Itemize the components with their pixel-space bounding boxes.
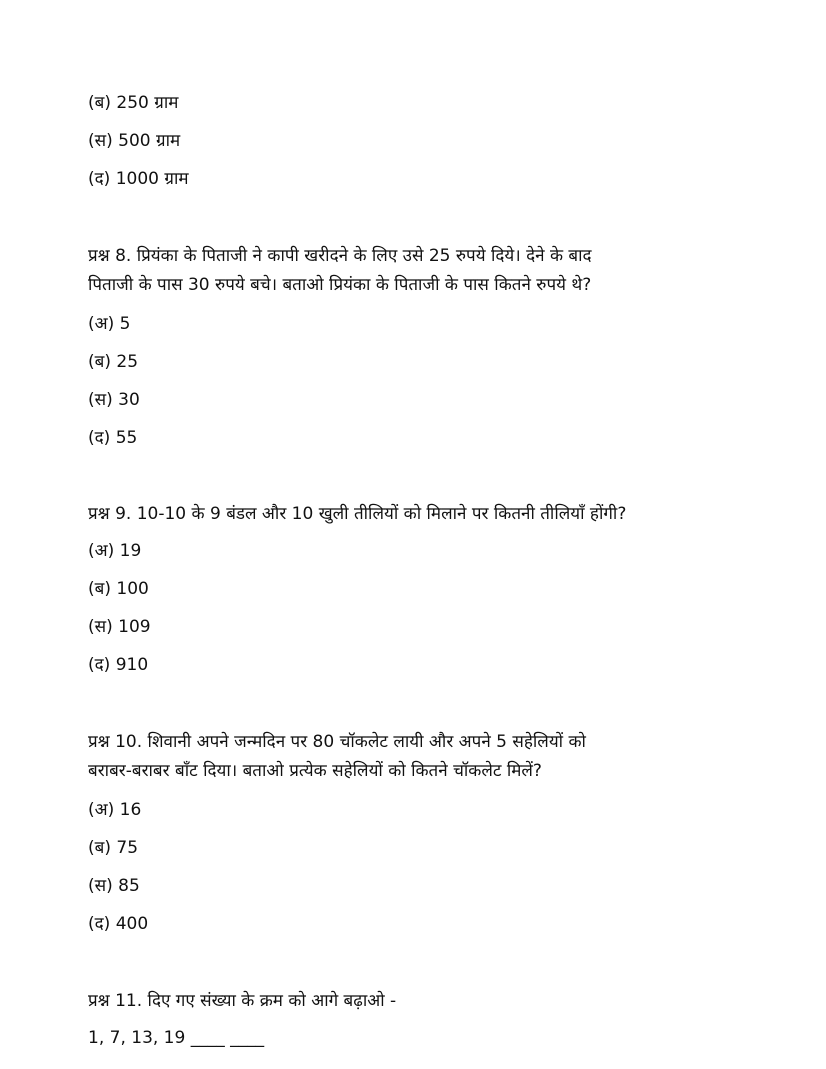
option-line (88, 799, 141, 821)
option-label: (अ) (88, 314, 115, 334)
option-label: (द) (88, 914, 111, 934)
option-line (88, 389, 140, 411)
option-label: (स) (88, 131, 113, 151)
option-text: 500 ग्राम (118, 131, 181, 151)
option-text: 250 ग्राम (116, 93, 179, 113)
question-10-line-2: बराबर-बराबर बाँट दिया। बताओ प्रत्येक सहेलियों को कितने चॉकलेट मिलें? (88, 761, 542, 781)
option-label: (द) (88, 655, 111, 675)
option-line (88, 313, 131, 335)
option-text: 75 (116, 838, 139, 858)
option-line (88, 875, 140, 897)
question-8-line-1: प्रश्न 8. प्रियंका के पिताजी ने कापी खरीदने के लिए उसे 25 रुपये दिये। देने के बाद (88, 246, 592, 266)
option-label: (ब) (88, 838, 111, 858)
option-label: (द) (88, 428, 111, 448)
option-label: (ब) (88, 579, 111, 599)
question-8-line-2: पिताजी के पास 30 रुपये बचे। बताओ प्रियंका के पिताजी के पास कितने रुपये थे? (88, 275, 592, 295)
option-label: (अ) (88, 541, 115, 561)
option-text: 109 (118, 617, 151, 637)
option-text: 55 (115, 428, 138, 448)
question-11-sequence: 1, 7, 13, 19 ____ ____ (88, 1028, 265, 1048)
option-line (88, 92, 178, 114)
question-10-line-1: प्रश्न 10. शिवानी अपने जन्मदिन पर 80 चॉकलेट लायी और अपने 5 सहेलियों को (88, 732, 586, 752)
option-text: 16 (119, 800, 142, 820)
option-label: (ब) (88, 93, 111, 113)
option-line (88, 837, 138, 859)
option-label: (द) (88, 169, 111, 189)
option-line (88, 130, 180, 152)
option-line (88, 351, 138, 373)
option-line (88, 168, 189, 190)
option-text: 910 (115, 655, 149, 675)
option-label: (स) (88, 390, 113, 410)
option-text: 5 (119, 314, 131, 334)
option-label: (स) (88, 876, 113, 896)
option-line (88, 616, 151, 638)
question-11-line-1: प्रश्न 11. दिए गए संख्या के क्रम को आगे बढ़ाओ - (88, 991, 397, 1011)
option-line (88, 913, 148, 935)
option-line (88, 578, 149, 600)
question-9-line-1: प्रश्न 9. 10-10 के 9 बंडल और 10 खुली तीलियों को मिलाने पर कितनी तीलियाँ होंगी? (88, 504, 627, 524)
option-label: (अ) (88, 800, 115, 820)
option-text: 1000 ग्राम (115, 169, 189, 189)
option-line (88, 427, 137, 449)
option-text: 100 (116, 579, 149, 599)
option-label: (स) (88, 617, 113, 637)
option-text: 19 (119, 541, 142, 561)
option-text: 25 (116, 352, 139, 372)
option-text: 400 (115, 914, 149, 934)
option-label: (ब) (88, 352, 111, 372)
option-text: 30 (118, 390, 140, 410)
option-line (88, 540, 141, 562)
option-line (88, 654, 148, 676)
option-text: 85 (118, 876, 140, 896)
